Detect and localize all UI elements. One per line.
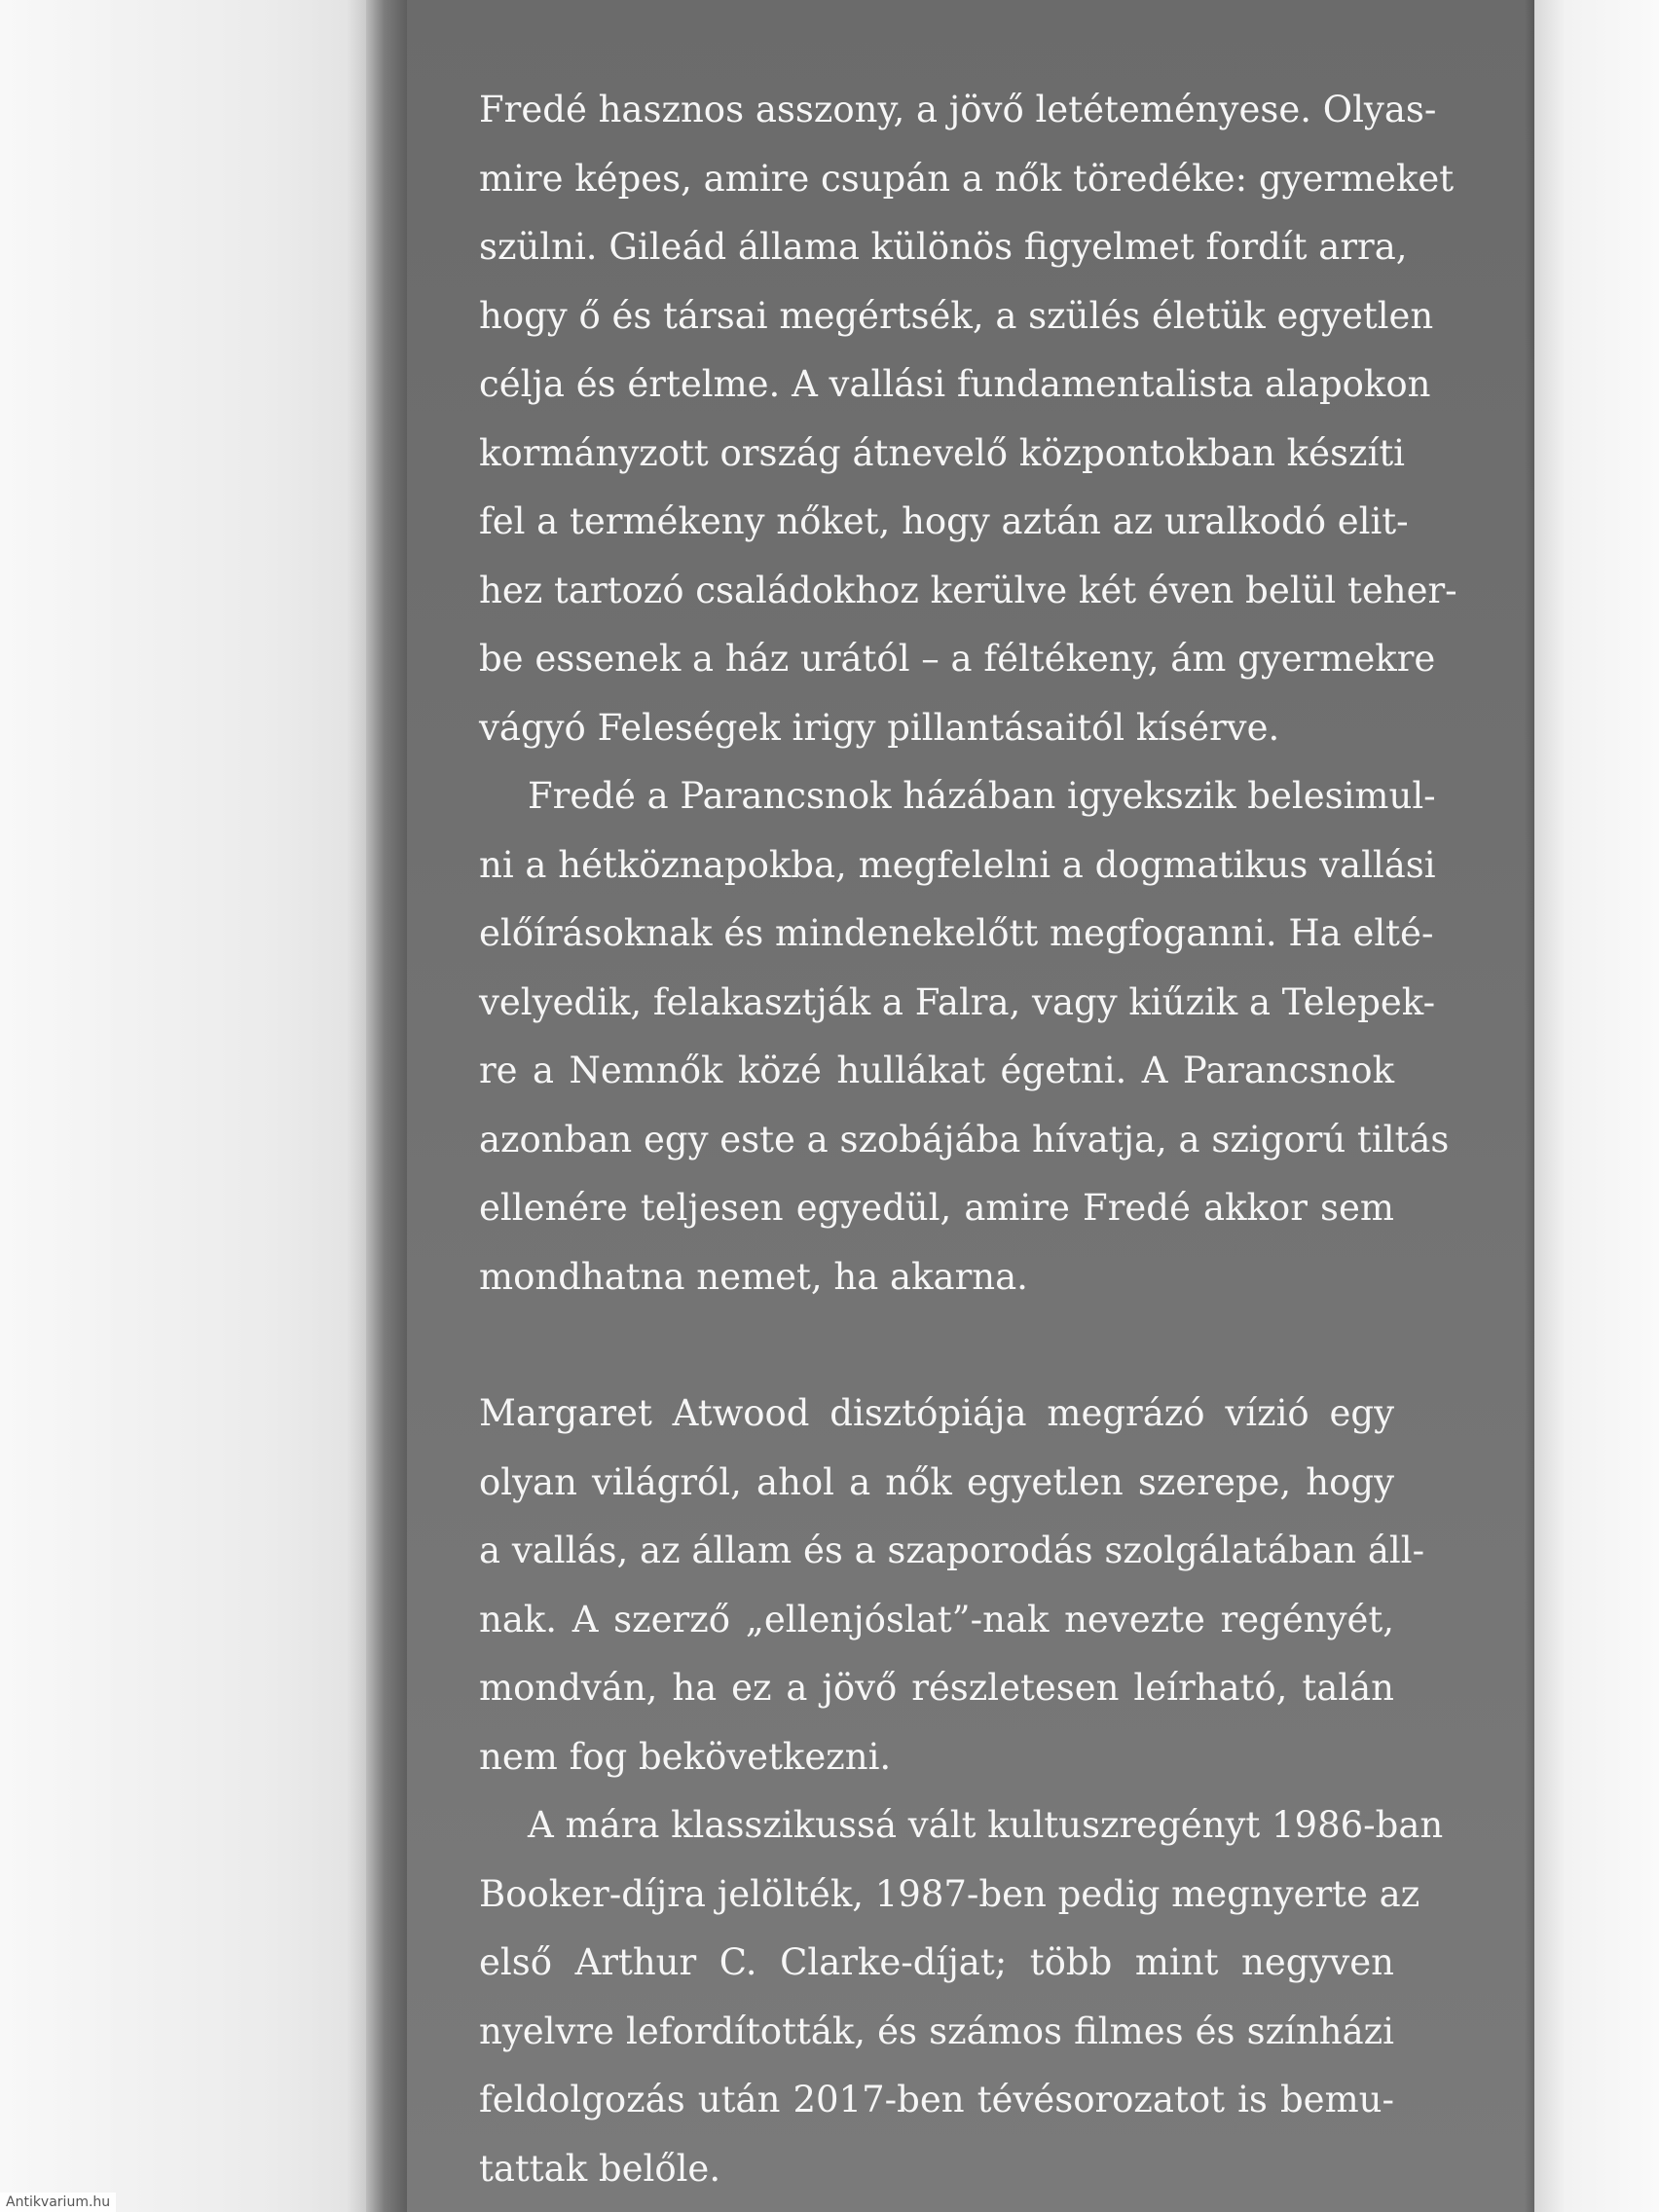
paragraph-3	[479, 1380, 1425, 1791]
text-line: Margaret Atwood disztópiája megrázó vízió egy	[479, 1392, 1394, 1434]
text-line: re a Nemnők közé hullákat égetni. A Parancsnok	[479, 1050, 1394, 1091]
left-book-page	[0, 0, 366, 2212]
text-line: Booker-díjra jelölték, 1987-ben pedig megnyerte az	[479, 1872, 1420, 1915]
text-line: mire képes, amire csupán a nők töredéke: gyermeket	[479, 157, 1455, 200]
text-line: szülni. Gileád állama különös figyelmet fordít arra,	[479, 226, 1408, 268]
flap-blurb-text	[479, 76, 1457, 2203]
text-line: hez tartozó családokhoz kerülve két éven belül teher-	[479, 569, 1457, 611]
text-line: A mára klasszikussá vált kultuszregényt 1986-ban	[528, 1804, 1444, 1846]
book-gutter-shadow	[366, 0, 407, 2212]
watermark-label: Antikvarium.hu	[0, 2193, 116, 2212]
paragraph-2	[479, 762, 1450, 1311]
text-line: ellenére teljesen egyedül, amire Fredé akkor sem	[479, 1187, 1394, 1229]
paragraph-1	[479, 76, 1457, 762]
paragraph-4	[479, 1791, 1444, 2203]
text-line: Fredé hasznos asszony, a jövő letéteményese. Olyas-	[479, 89, 1437, 130]
text-line: azonban egy este a szobájába hívatja, a szigorú tiltás	[479, 1118, 1450, 1161]
text-line: mondhatna nemet, ha akarna.	[479, 1255, 1028, 1298]
text-line: nak. A szerző „ellenjóslat”-nak nevezte regényét,	[479, 1598, 1394, 1641]
text-line: kormányzott ország átnevelő központokban készíti	[479, 431, 1406, 474]
text-line: feldolgozás után 2017-ben tévésorozatot is bemu-	[479, 2079, 1394, 2120]
text-line: előírásoknak és mindenekelőtt megfoganni. Ha elté-	[479, 912, 1434, 954]
text-line: velyedik, felakasztják a Falra, vagy kiűzik a Telepek-	[479, 980, 1436, 1023]
text-line: be essenek a ház urától – a féltékeny, ám gyermekre	[479, 638, 1436, 680]
right-book-page	[1534, 0, 1659, 2212]
text-line: tattak belőle.	[479, 2147, 721, 2190]
text-line: olyan világról, ahol a nők egyetlen szerepe, hogy	[479, 1460, 1394, 1503]
text-line: vágyó Feleségek irigy pillantásaitól kísérve.	[479, 706, 1280, 749]
text-line: hogy ő és társai megértsék, a szülés életük egyetlen	[479, 294, 1434, 337]
text-line: első Arthur C. Clarke-díjat; több mint negyven	[479, 1941, 1394, 1983]
text-line: a vallás, az állam és a szaporodás szolgálatában áll-	[479, 1530, 1425, 1571]
section-spacer	[479, 1311, 1394, 1380]
text-line: mondván, ha ez a jövő részletesen leírható, talán	[479, 1667, 1394, 1709]
text-line: célja és értelme. A vallási fundamentalista alapokon	[479, 363, 1431, 405]
text-line: Fredé a Parancsnok házában igyekszik belesimul-	[528, 775, 1436, 817]
text-line: ni a hétköznapokba, megfelelni a dogmatikus vallási	[479, 843, 1436, 886]
text-line: fel a termékeny nőket, hogy aztán az uralkodó elit-	[479, 500, 1409, 542]
text-line: nyelvre lefordították, és számos filmes és színházi	[479, 2009, 1394, 2052]
text-line: nem fog bekövetkezni.	[479, 1735, 892, 1778]
